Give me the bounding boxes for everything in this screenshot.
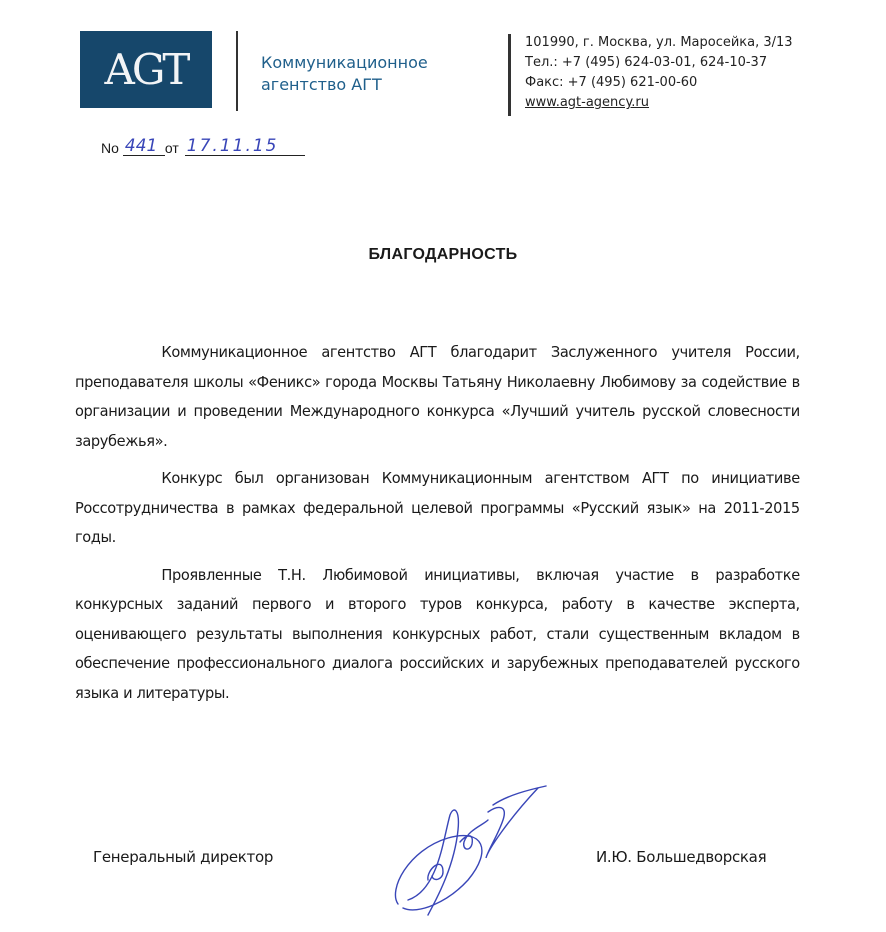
signature-stroke [428,864,443,880]
handwritten-signature [388,780,548,920]
number-label: No [101,140,119,156]
website-link[interactable]: www.agt-agency.ru [525,95,650,110]
document-body [75,338,800,716]
signature-stroke [486,788,538,858]
signature-stroke [408,810,458,915]
address: 101990, г. Москва, ул. Маросейка, 3/13 [525,35,793,50]
logo-text: AGT [104,44,188,94]
signer-role: Генеральный директор [93,848,274,866]
date-label: от [164,140,179,156]
signer-name: И.Ю. Большедворская [596,848,767,866]
agency-name-line1: Коммуникационное [261,53,428,72]
fax: Факс: +7 (495) 621-00-60 [525,75,698,90]
signature-stroke [395,836,481,910]
agency-logo [80,31,212,108]
paragraph: Проявленные Т.Н. Любимовой инициативы, включая участие в разработке конкурсных заданий первого и второго туров конкурса, работу в качестве эксперта, оценивающего результаты выполнения конкурсных работ, стали существенным вкладом в обеспечение профессионального диалога российских и зарубежных преподавателей русского языка и литературы. [75,565,800,702]
signature-stroke [460,820,488,849]
agency-name-line2: агентство АГТ [261,75,382,94]
registration-line [101,137,305,156]
phone: Тел.: +7 (495) 624-03-01, 624-10-37 [525,55,768,70]
registration-date: 17.11.15 [185,137,305,156]
paragraph: Конкурс был организован Коммуникационным агентством АГТ по инициативе Россотрудничества в рамках федеральной целевой программы «Русский язык» на 2011-2015 годы. [75,469,800,546]
agency-name [261,52,428,96]
paragraph: Коммуникационное агентство АГТ благодарит Заслуженного учителя России, преподавателя школы «Феникс» города Москвы Татьяну Николаевну Любимову за содействие в организации и проведении Международного конкурса «Лучший учитель русской словесности зарубежья». [75,343,800,450]
contact-divider [508,34,511,116]
contact-block [525,33,793,113]
registration-number: 441 [123,137,165,156]
logo-divider [236,31,238,111]
document-title: БЛАГОДАРНОСТЬ [368,246,518,263]
